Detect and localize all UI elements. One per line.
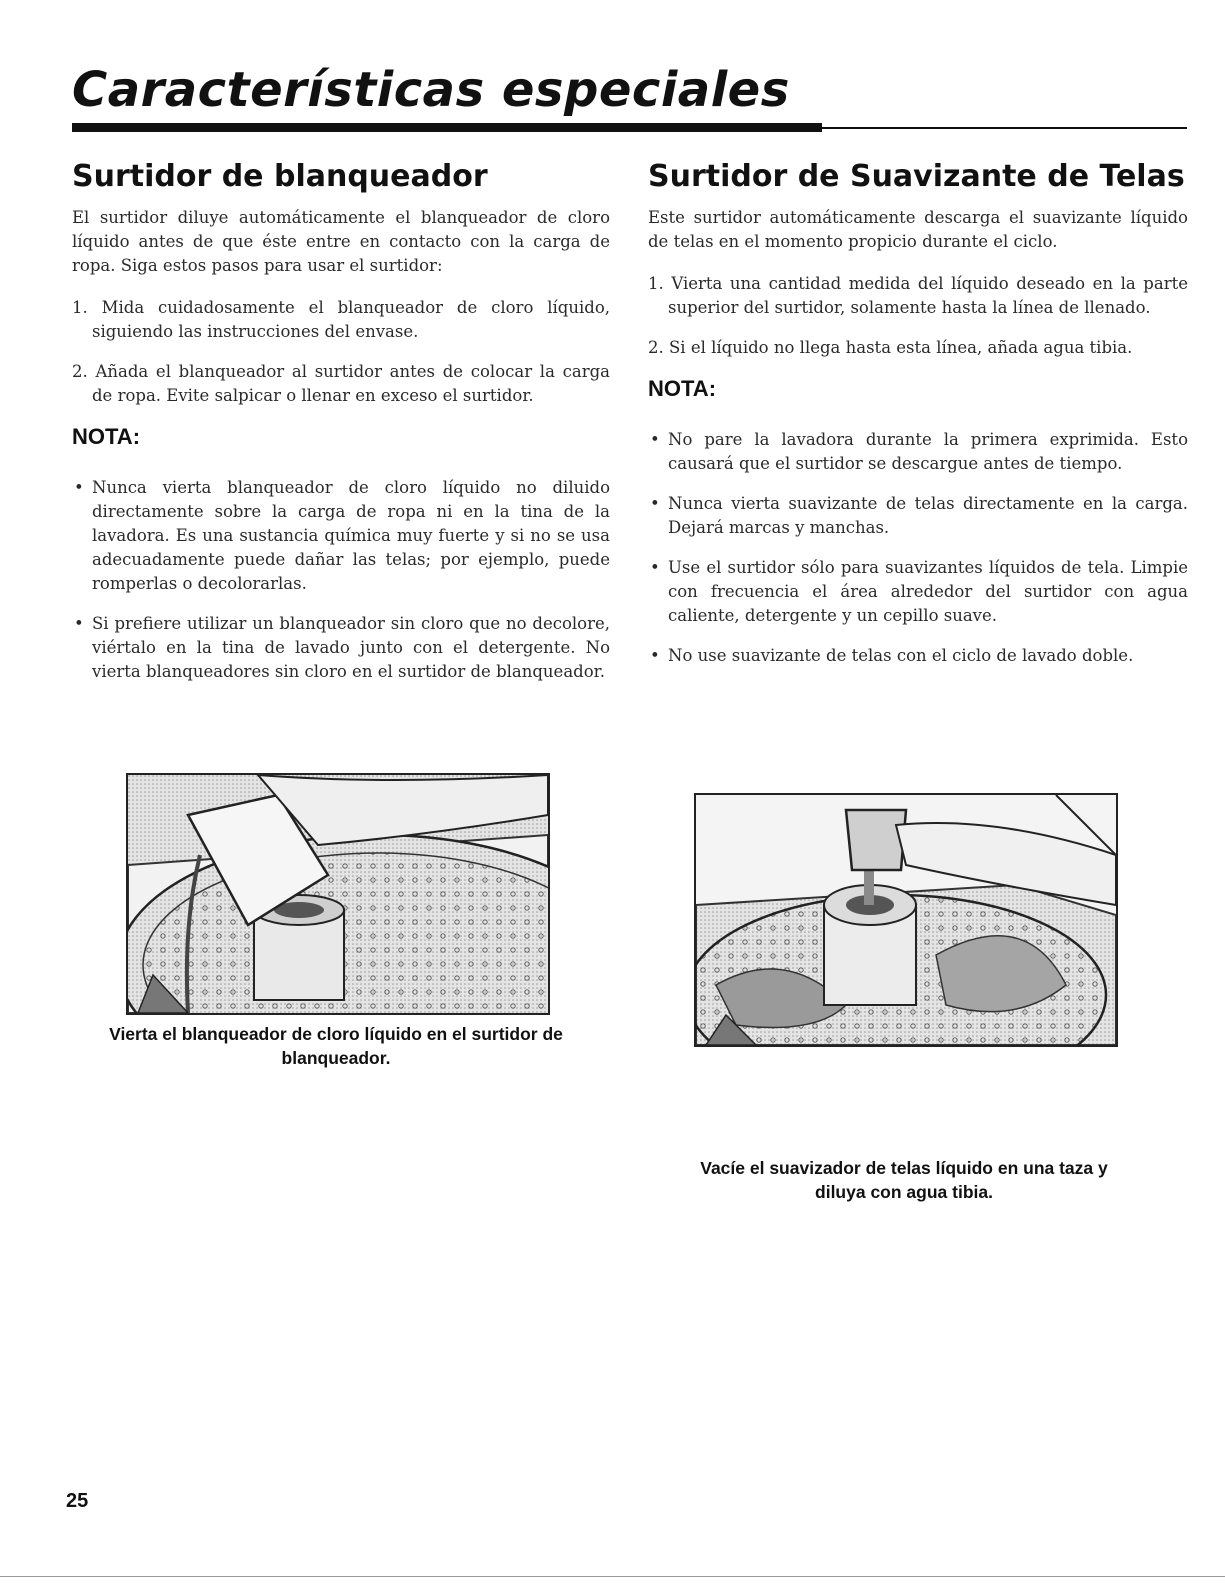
softener-step: 2. Si el líquido no llega hasta esta línea, añada agua tibia. — [648, 338, 1133, 357]
softener-note: • No pare la lavadora durante la primera exprimida. Esto causará que el surtidor se descargue antes de tiempo. — [648, 428, 1188, 476]
bleach-heading: Surtidor de blanqueador — [72, 159, 488, 194]
page-title: Características especiales — [72, 62, 790, 118]
bleach-nota-label: NOTA: — [72, 424, 141, 449]
softener-note: • No use suavizante de telas con el ciclo de lavado doble. — [648, 644, 1188, 668]
softener-notes — [648, 428, 1188, 668]
bleach-figure-caption: Vierta el blanqueador de cloro líquido en el surtidor de blanqueador. — [109, 1024, 563, 1068]
bleach-steps — [72, 296, 610, 408]
softener-figure-caption: Vacíe el suavizador de telas líquido en una taza y diluya con agua tibia. — [700, 1158, 1108, 1202]
bleach-step: 2. Añada el blanqueador al surtidor antes de colocar la carga de ropa. Evite salpicar o llenar en exceso el surtidor. — [72, 362, 610, 405]
softener-note: • Nunca vierta suavizante de telas directamente en la carga. Dejará marcas y manchas. — [648, 492, 1188, 540]
bleach-intro: El surtidor diluye automáticamente el blanqueador de cloro líquido antes de que éste entre en contacto con la carga de ropa. Siga estos pasos para usar el surtidor: — [72, 208, 610, 275]
bleach-pouring-illustration — [126, 773, 550, 1015]
title-rule-thin — [822, 127, 1187, 129]
title-rule-thick — [72, 123, 822, 132]
softener-pouring-illustration — [694, 793, 1118, 1047]
softener-heading: Surtidor de Suavizante de Telas — [648, 159, 1185, 194]
bleach-step: 1. Mida cuidadosamente el blanqueador de cloro líquido, siguiendo las instrucciones del envase. — [72, 298, 610, 341]
softener-step: 1. Vierta una cantidad medida del líquido deseado en la parte superior del surtidor, solamente hasta la línea de llenado. — [648, 274, 1188, 317]
bleach-note: • Si prefiere utilizar un blanqueador sin cloro que no decolore, viértalo en la tina de lavado junto con el detergente. No vierta blanqueadores sin cloro en el surtidor de blanqueador. — [72, 612, 610, 684]
softener-steps — [648, 272, 1188, 360]
softener-note: • Use el surtidor sólo para suavizantes líquidos de tela. Limpie con frecuencia el área alrededor del surtidor con agua caliente, detergente y un cepillo suave. — [648, 556, 1188, 628]
bleach-dispenser-section — [72, 158, 610, 700]
softener-intro: Este surtidor automáticamente descarga el suavizante líquido de telas en el momento propicio durante el ciclo. — [648, 208, 1188, 251]
bleach-notes — [72, 476, 610, 684]
softener-dispenser-section — [648, 158, 1188, 684]
page-bottom-edge — [0, 1576, 1225, 1577]
softener-nota-label: NOTA: — [648, 376, 717, 401]
bleach-note: • Nunca vierta blanqueador de cloro líquido no diluido directamente sobre la carga de ropa ni en la tina de la lavadora. Es una sustancia química muy fuerte y si no se usa adecuadamente puede dañar las telas; por ejemplo, puede romperlas o decolorarlas. — [72, 476, 610, 596]
page-number: 25 — [66, 1490, 89, 1512]
